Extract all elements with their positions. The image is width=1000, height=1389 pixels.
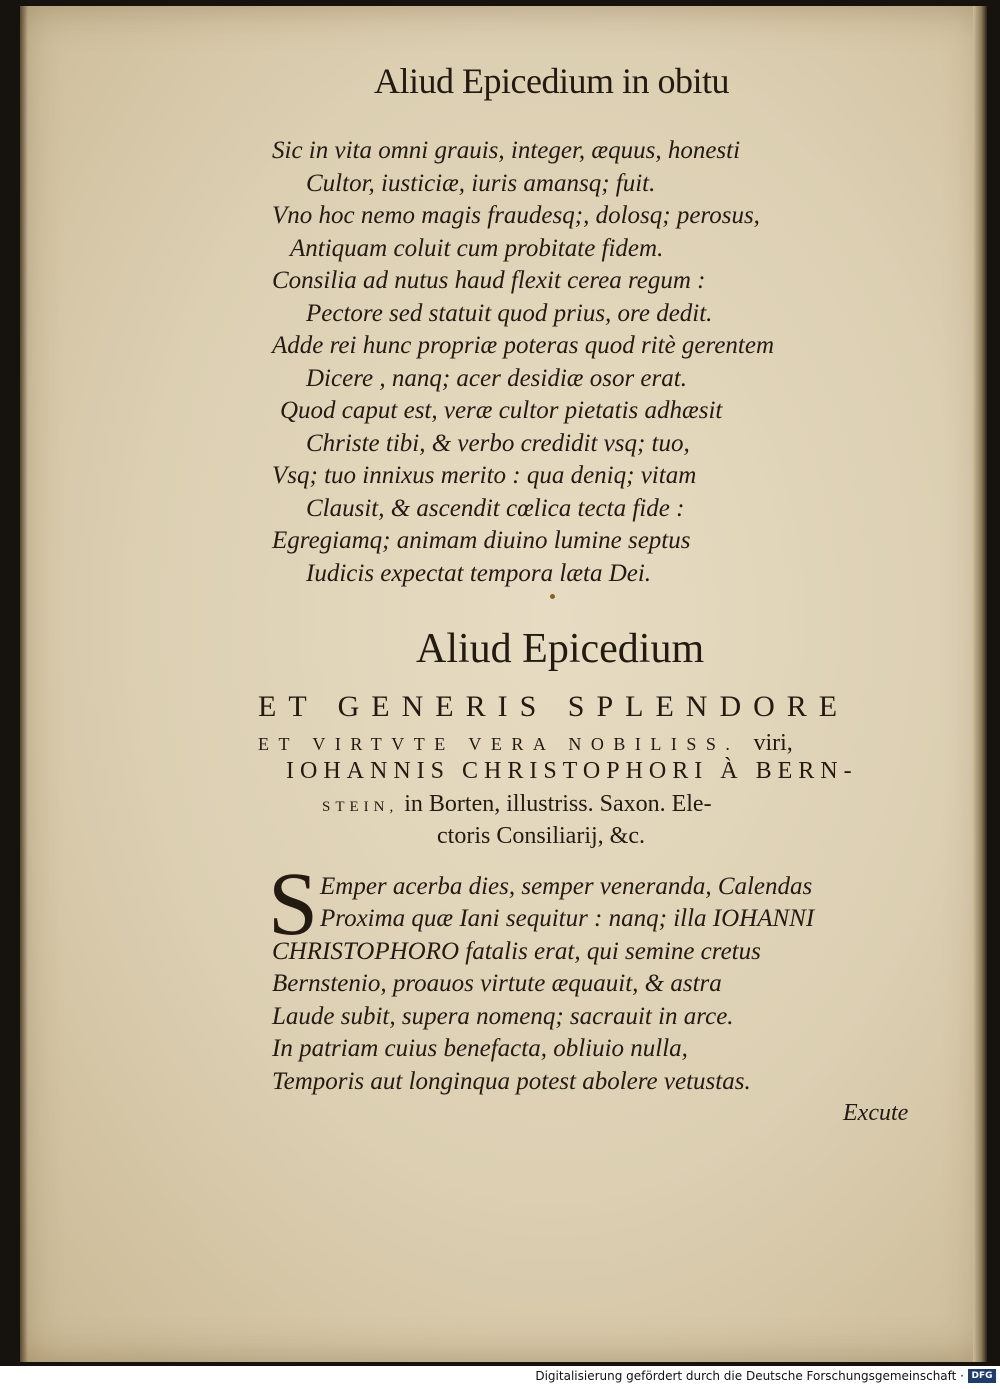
verse-line: Egregiamq; animam diuino lumine septus xyxy=(272,527,691,554)
verse-line: Clausit, & ascendit cœlica tecta fide : xyxy=(306,495,685,522)
heading-aliud-epicedium: Aliud Epicedium xyxy=(416,626,705,672)
page-edge xyxy=(973,6,987,1362)
verse-line: Pectore sed statuit quod prius, ore dedit. xyxy=(306,300,713,327)
dfg-logo-icon[interactable]: DFG xyxy=(968,1369,996,1383)
verse-line: Proxima quæ Iani sequitur : nanq; illa IOHANNI xyxy=(320,905,815,932)
subtitle-line-4 xyxy=(322,791,712,818)
verse-line: Vsq; tuo innixus merito : qua deniq; vitam xyxy=(272,462,697,489)
verse-line: Iudicis expectat tempora læta Dei. xyxy=(306,560,652,587)
verse-line: Adde rei hunc propriæ poteras quod ritè gerentem xyxy=(272,332,775,359)
subtitle-line-3 xyxy=(286,758,858,785)
subtitle-line-2 xyxy=(258,730,793,757)
subtitle-line-5: ctoris Consiliarij, &c. xyxy=(437,823,645,849)
verse-line: Emper acerba dies, semper veneranda, Calendas xyxy=(320,873,813,900)
verse-line: Consilia ad nutus haud flexit cerea regum : xyxy=(272,267,706,294)
catchword: Excute xyxy=(843,1100,909,1126)
verse-line: CHRISTOPHORO fatalis erat, qui semine cretus xyxy=(272,938,761,965)
verse-line: Quod caput est, veræ cultor pietatis adhæsit xyxy=(280,397,723,424)
subtitle-line-3-caps: IOHANNIS CHRISTOPHORI À BERN- xyxy=(286,758,858,784)
verse-line: Laude subit, supera nomenq; sacrauit in arce. xyxy=(272,1003,734,1030)
verse-line: Antiquam coluit cum probitate fidem. xyxy=(290,235,664,262)
verse-line: Vno hoc nemo magis fraudesq;, dolosq; perosus, xyxy=(272,202,760,229)
verse-line: Sic in vita omni grauis, integer, æquus, honesti xyxy=(272,137,741,164)
verse-line: Bernstenio, proauos virtute æquauit, & astra xyxy=(272,970,722,997)
verse-line: Temporis aut longinqua potest abolere vetustas. xyxy=(272,1068,751,1095)
drop-cap-letter: S xyxy=(268,855,319,954)
ink-blot xyxy=(550,594,555,599)
subtitle-line-4-caps: STEIN, xyxy=(322,799,399,815)
verse-line: Christe tibi, & verbo credidit vsq; tuo, xyxy=(306,430,690,457)
subtitle-line-2-end: viri, xyxy=(753,730,793,756)
dfg-credit-text: Digitalisierung gefördert durch die Deutsche Forschungsgemeinschaft · xyxy=(535,1369,964,1383)
subtitle-line-4-rest: in Borten, illustriss. Saxon. Ele- xyxy=(404,791,712,817)
heading-aliud-epicedium-in-obitu: Aliud Epicedium in obitu xyxy=(374,61,729,101)
subtitle-line-1: ET GENERIS SPLENDORE xyxy=(258,690,850,723)
subtitle-line-2-caps: ET VIRTVTE VERA NOBILISS. xyxy=(258,734,740,754)
footer-bar xyxy=(0,1366,1000,1389)
page-gutter-shadow xyxy=(20,6,28,1362)
verse-line: Dicere , nanq; acer desidiæ osor erat. xyxy=(306,365,687,392)
verse-line: In patriam cuius benefacta, obliuio nulla, xyxy=(272,1035,688,1062)
verse-line: Cultor, iusticiæ, iuris amansq; fuit. xyxy=(306,170,656,197)
